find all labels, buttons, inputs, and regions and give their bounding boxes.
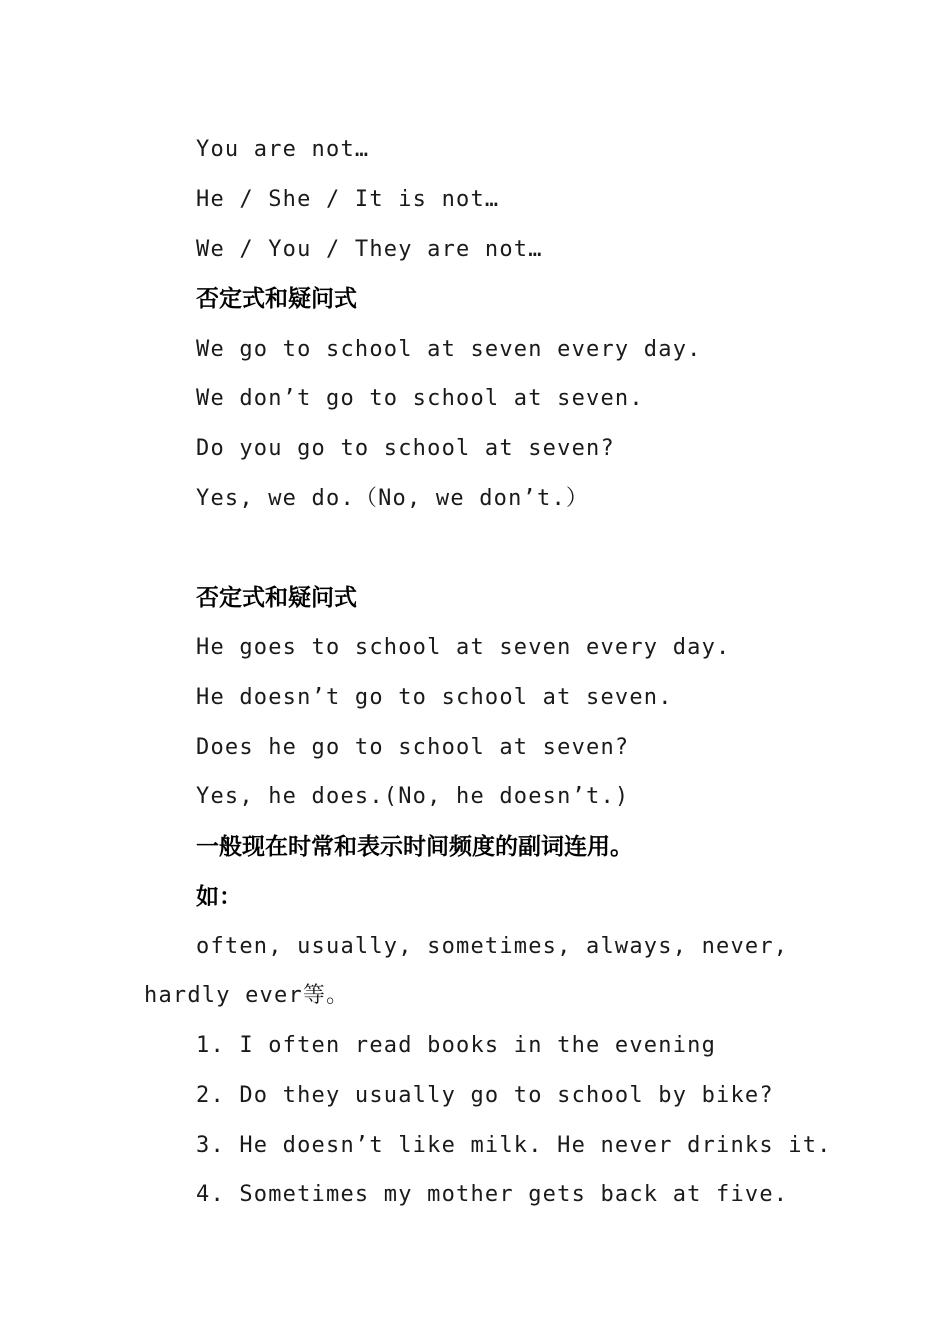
text-line: He / She / It is not… xyxy=(196,187,500,212)
section-heading: 否定式和疑问式 xyxy=(196,286,357,312)
numbered-example: 2. Do they usually go to school by bike? xyxy=(196,1083,774,1108)
text-line: We / You / They are not… xyxy=(196,237,543,262)
numbered-example: 3. He doesn’t like milk. He never drinks it. xyxy=(196,1133,832,1158)
example-sentence: He doesn’t go to school at seven. xyxy=(196,685,673,710)
example-intro: 如： xyxy=(196,884,242,910)
section-heading: 否定式和疑问式 xyxy=(196,585,357,611)
section-heading: 一般现在时常和表示时间频度的副词连用。 xyxy=(196,834,633,860)
numbered-example: 1. I often read books in the evening xyxy=(196,1033,717,1058)
example-sentence: Does he go to school at seven? xyxy=(196,735,630,760)
example-sentence: Yes, he does.(No, he doesn’t.) xyxy=(196,784,630,809)
adverb-list-continued: hardly ever等。 xyxy=(144,983,350,1008)
example-sentence: Yes, we do.（No, we don’t.） xyxy=(196,486,590,511)
example-sentence: We go to school at seven every day. xyxy=(196,337,702,362)
adverb-list: often, usually, sometimes, always, never, xyxy=(196,934,789,959)
example-sentence: Do you go to school at seven? xyxy=(196,436,615,461)
example-sentence: We don’t go to school at seven. xyxy=(196,386,644,411)
text-line: You are not… xyxy=(196,137,370,162)
numbered-example: 4. Sometimes my mother gets back at five. xyxy=(196,1182,789,1207)
example-sentence: He goes to school at seven every day. xyxy=(196,635,731,660)
